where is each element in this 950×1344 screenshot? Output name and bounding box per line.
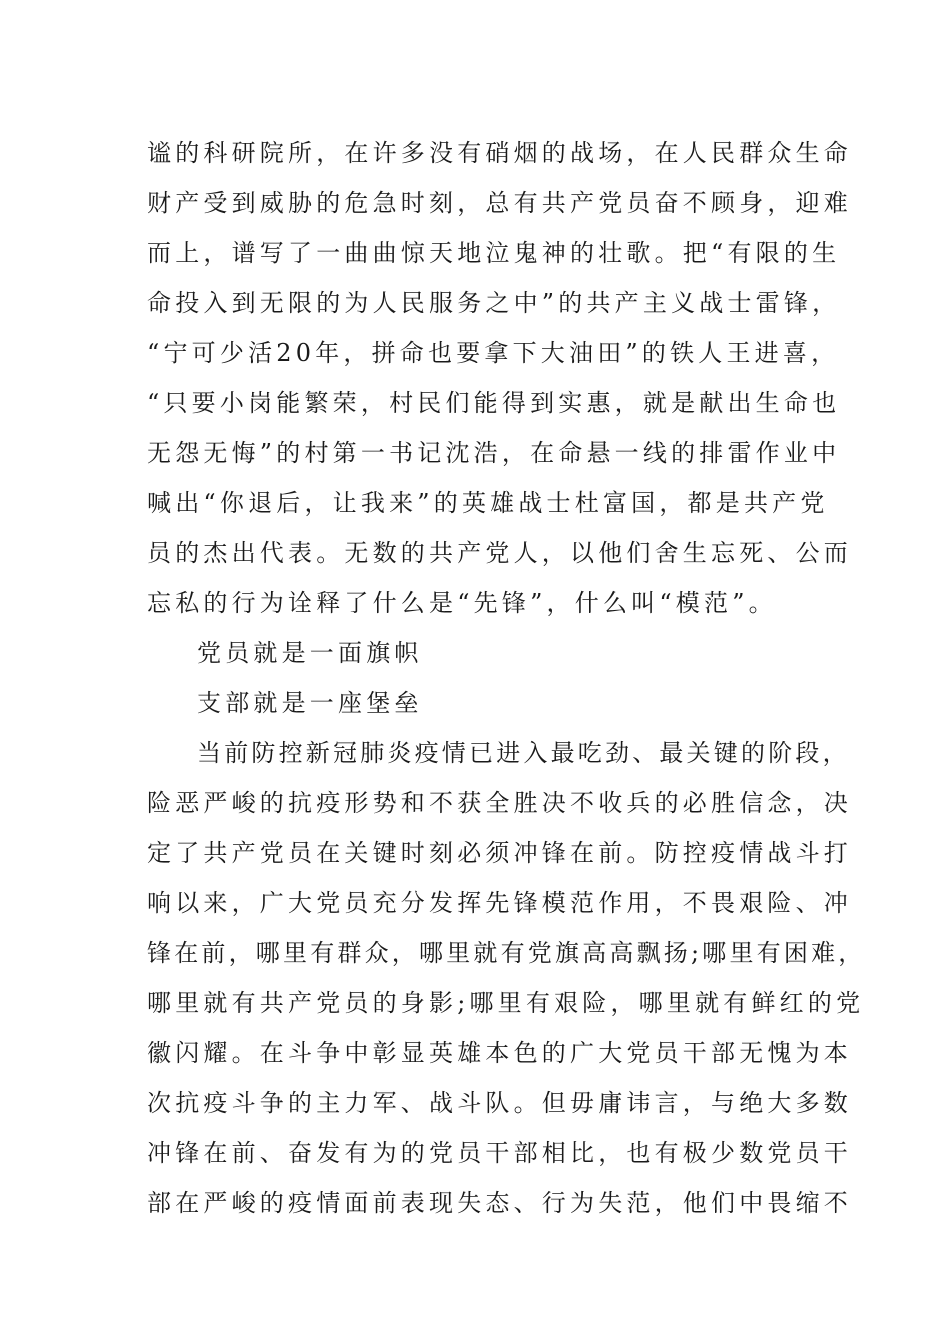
text-line: 财产受到威胁的危急时刻，总有共产党员奋不顾身，迎难 bbox=[147, 189, 852, 217]
text-line: 喊出“你退后，让我来”的英雄战士杜富国，都是共产党 bbox=[147, 489, 829, 517]
text-line: 哪里就有共产党员的身影;哪里有艰险，哪里就有鲜红的党 bbox=[147, 989, 865, 1017]
text-line: 徽闪耀。在斗争中彰显英雄本色的广大党员干部无愧为本 bbox=[147, 1039, 852, 1067]
text-line: 无怨无悔”的村第一书记沈浩，在命悬一线的排雷作业中 bbox=[147, 439, 841, 467]
body-text bbox=[147, 128, 866, 1228]
text-line: 忘私的行为诠释了什么是“先锋”，什么叫“模范”。 bbox=[147, 589, 777, 617]
text-line: 次抗疫斗争的主力军、战斗队。但毋庸讳言，与绝大多数 bbox=[147, 1089, 852, 1117]
text-line: 定了共产党员在关键时刻必须冲锋在前。防控疫情战斗打 bbox=[147, 839, 852, 867]
text-line: 谧的科研院所，在许多没有硝烟的战场，在人民群众生命 bbox=[147, 139, 852, 167]
text-line: 部在严峻的疫情面前表现失态、行为失范，他们中畏缩不 bbox=[147, 1189, 852, 1217]
text-line: 冲锋在前、奋发有为的党员干部相比，也有极少数党员干 bbox=[147, 1139, 852, 1167]
paragraph-start: 当前防控新冠肺炎疫情已进入最吃劲、最关键的阶段， bbox=[197, 739, 850, 767]
text-line: 锋在前，哪里有群众，哪里就有党旗高高飘扬;哪里有困难， bbox=[147, 939, 866, 967]
section-heading: 支部就是一座堡垒 bbox=[197, 689, 423, 717]
text-line: 险恶严峻的抗疫形势和不获全胜决不收兵的必胜信念，决 bbox=[147, 789, 852, 817]
text-line: 响以来，广大党员充分发挥先锋模范作用，不畏艰险、冲 bbox=[147, 889, 852, 917]
text-line: “宁可少活20年，拼命也要拿下大油田”的铁人王进喜， bbox=[147, 339, 840, 367]
text-line: 而上，谱写了一曲曲惊天地泣鬼神的壮歌。把“有限的生 bbox=[147, 239, 841, 267]
section-heading: 党员就是一面旗帜 bbox=[197, 639, 423, 667]
text-line: 命投入到无限的为人民服务之中”的共产主义战士雷锋， bbox=[147, 289, 841, 317]
text-line: 员的杰出代表。无数的共产党人，以他们舍生忘死、公而 bbox=[147, 539, 852, 567]
text-line: “只要小岗能繁荣，村民们能得到实惠，就是献出生命也 bbox=[147, 389, 841, 417]
